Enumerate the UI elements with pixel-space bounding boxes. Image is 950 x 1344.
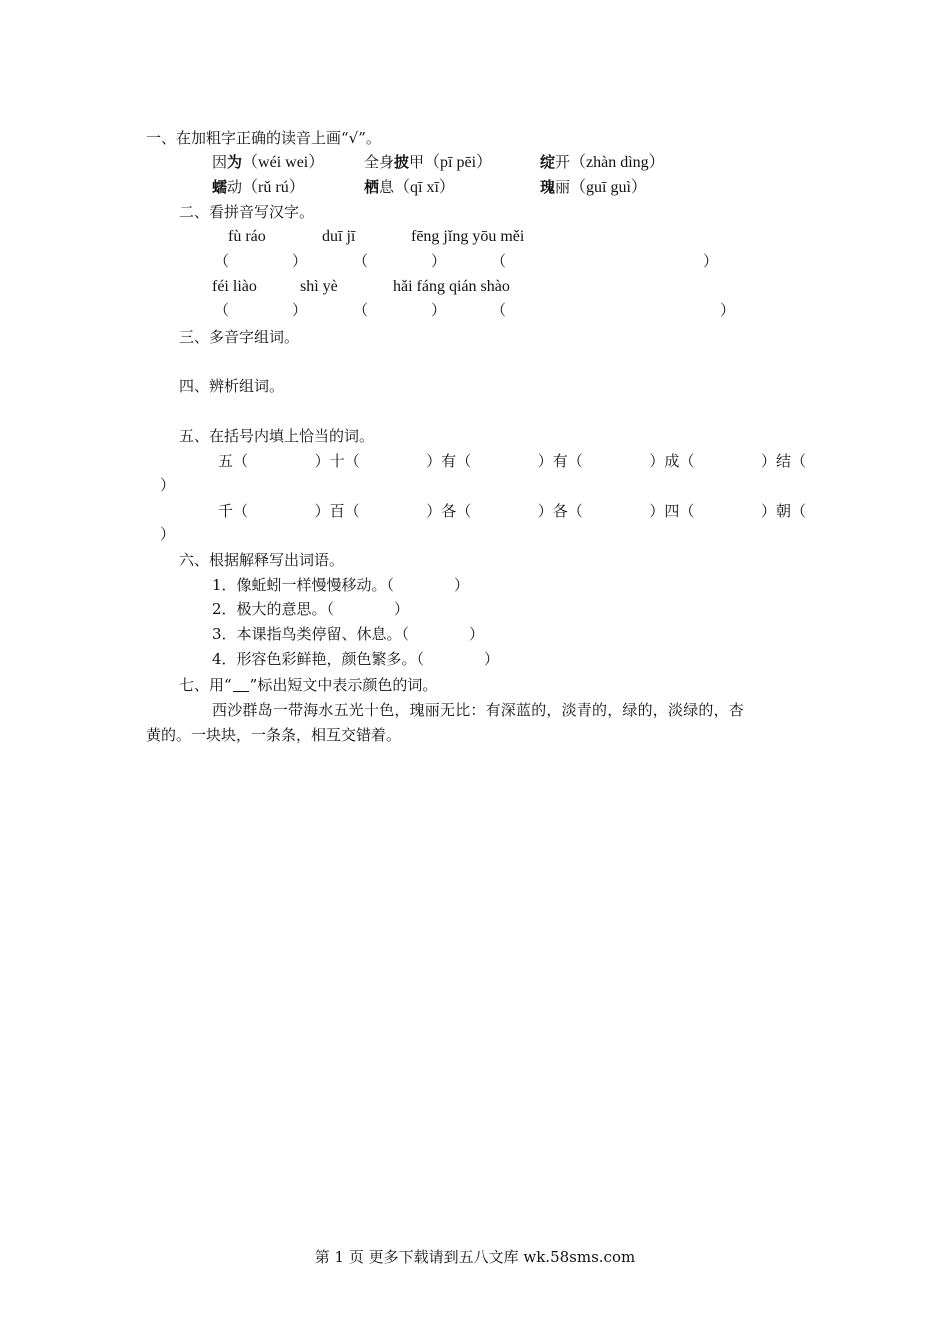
idiom-fragment: 千（ xyxy=(218,502,249,520)
answer-paren-open: （ xyxy=(491,252,507,270)
definition-item-1: 1．像蚯蚓一样慢慢移动。（ ） xyxy=(212,576,470,594)
answer-paren-open: （ xyxy=(214,252,230,270)
answer-paren-open: （ xyxy=(214,301,230,319)
section-3-title: 三、多音字组词。 xyxy=(179,328,300,346)
idiom-fragment: ）结（ xyxy=(760,452,806,470)
answer-paren-close: ） xyxy=(292,301,308,319)
answer-paren-open: （ xyxy=(491,301,507,319)
idiom-fragment: ）有（ xyxy=(537,452,583,470)
passage-line-2: 黄的。一块块，一条条，相互交错着。 xyxy=(146,726,402,744)
section-2-title: 二、看拼音写汉字。 xyxy=(179,203,315,221)
s1-word-3: 绽开（zhàn dìng） xyxy=(540,153,665,171)
answer-paren-open: （ xyxy=(353,252,369,270)
answer-paren-open: （ xyxy=(353,301,369,319)
idiom-fragment: ）成（ xyxy=(649,452,695,470)
section-5-title: 五、在括号内填上恰当的词。 xyxy=(179,427,375,445)
pinyin-shi-ye: shì yè xyxy=(300,278,338,295)
definition-item-2: 2．极大的意思。（ ） xyxy=(212,600,410,618)
section-1-title: 一、在加粗字正确的读音上画“√”。 xyxy=(146,129,381,147)
idiom-fragment: 五（ xyxy=(218,452,249,470)
definition-item-3: 3．本课指鸟类停留、休息。（ ） xyxy=(212,625,485,643)
idiom-fragment: ）朝（ xyxy=(760,502,806,520)
section-4-title: 四、辨析组词。 xyxy=(179,377,285,395)
pinyin-feng-jing-you-mei: fēng jǐng yōu měi xyxy=(411,228,525,245)
idiom-row-1 xyxy=(218,451,806,471)
underline-mark-icon xyxy=(233,677,249,692)
answer-paren-close: ） xyxy=(703,252,719,270)
s1-word-1: 因为（wéi wei） xyxy=(212,153,325,171)
s1-word-2: 全身披甲（pī pēi） xyxy=(364,153,493,171)
s1-word-5: 栖息（qī xī） xyxy=(364,178,455,196)
idiom-fragment: ）百（ xyxy=(314,502,360,520)
s1-word-6: 瑰丽（guī guì） xyxy=(540,178,647,196)
idiom-fragment: ）有（ xyxy=(426,452,472,470)
answer-paren-close: ） xyxy=(431,252,447,270)
definition-item-4: 4．形容色彩鲜艳，颜色繁多。（ ） xyxy=(212,650,500,668)
idiom-row-1-close: ） xyxy=(160,476,176,494)
passage-line-1 xyxy=(212,700,806,720)
section-7-title: 七、用“ ”标出短文中表示颜色的词。 xyxy=(179,676,438,694)
pinyin-fu-rao: fù ráo xyxy=(228,228,266,245)
idiom-row-2-close: ） xyxy=(160,525,176,543)
passage-text: 西沙群岛一带海水五光十色，瑰丽无比：有深蓝的，淡青的，绿的，淡绿的，杏 xyxy=(212,701,745,719)
answer-paren-close: ） xyxy=(292,252,308,270)
section-6-title: 六、根据解释写出词语。 xyxy=(179,551,345,569)
idiom-fragment: ）各（ xyxy=(537,502,583,520)
idiom-fragment: ）各（ xyxy=(426,502,472,520)
idiom-fragment: ）四（ xyxy=(649,502,695,520)
pinyin-fei-liao: féi liào xyxy=(212,278,257,295)
page-footer: 第 1 页 更多下载请到五八文库 wk.58sms.com xyxy=(314,1248,636,1266)
idiom-fragment: ）十（ xyxy=(314,452,360,470)
answer-paren-close: ） xyxy=(720,301,736,319)
idiom-row-2 xyxy=(218,501,806,521)
answer-paren-close: ） xyxy=(431,301,447,319)
pinyin-hai-fang-qian-shao: hǎi fáng qián shào xyxy=(393,278,510,295)
pinyin-dui-ji: duī jī xyxy=(322,228,356,245)
s1-word-4: 蠕动（rǔ rú） xyxy=(212,178,305,196)
